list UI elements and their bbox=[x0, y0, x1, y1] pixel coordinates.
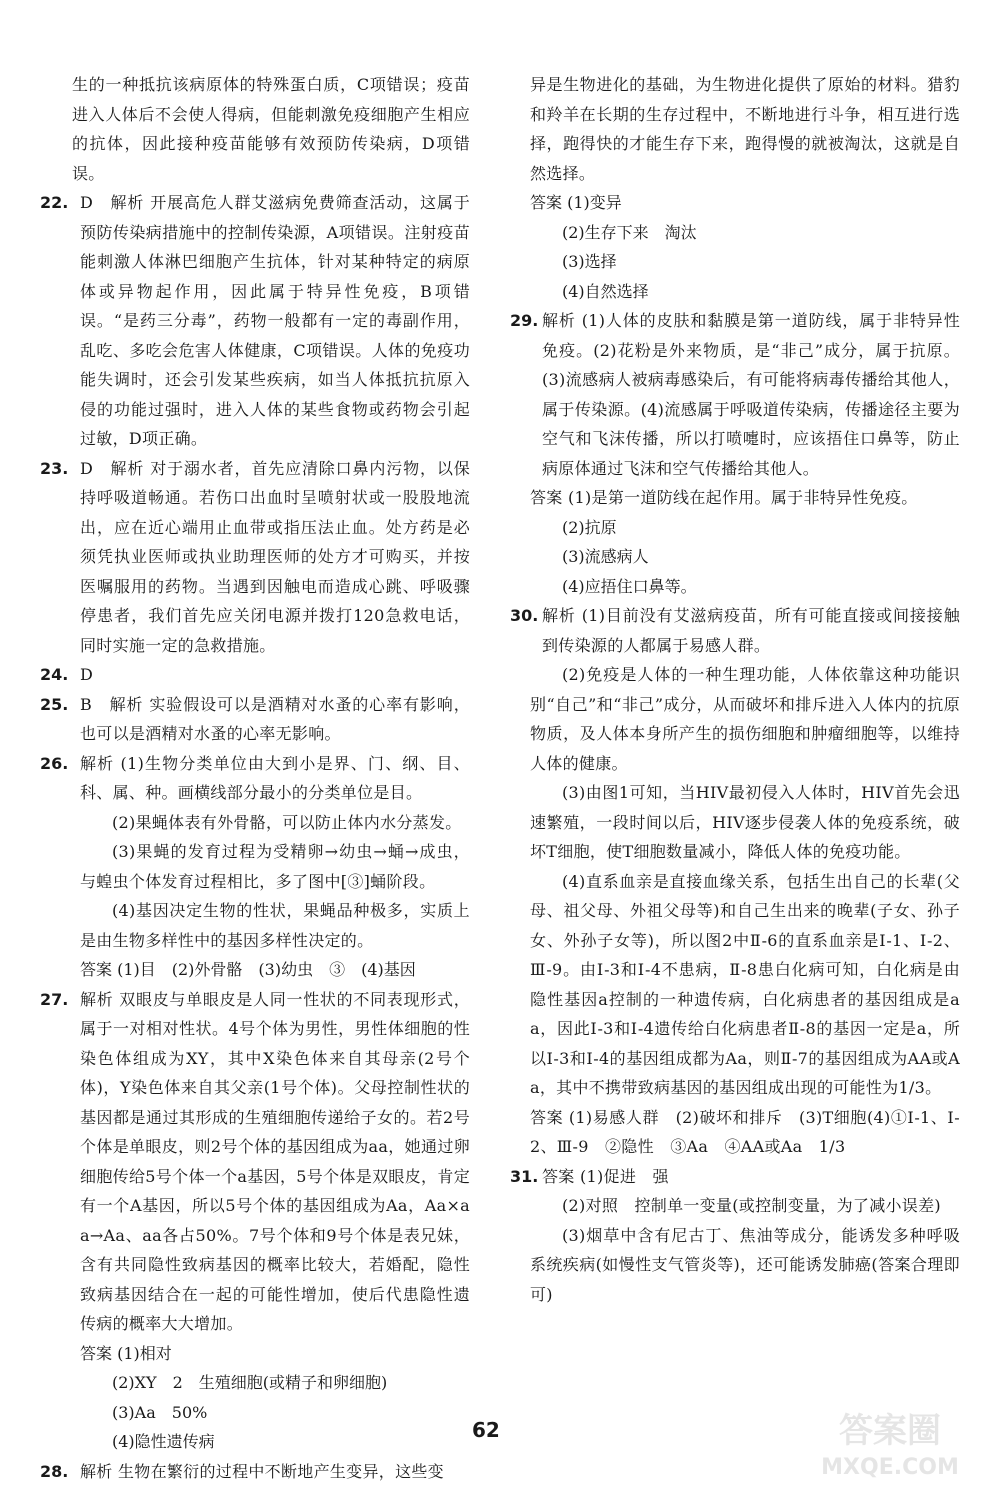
q30-answer: 答案 (1)易感人群 (2)破坏和排斥 (3)T细胞(4)①Ⅰ-1、Ⅰ-2、Ⅲ-9 ②隐性 ③Aa ④AA或Aa 1/3 bbox=[530, 1107, 960, 1156]
q26-answer: 答案 (1)目 (2)外骨骼 (3)幼虫 ③ (4)基因 bbox=[80, 960, 416, 979]
q28-answer-2: (2)生存下来 淘汰 bbox=[562, 222, 697, 242]
q26-part2: (2)果蝇体表有外骨骼，可以防止体内水分蒸发。 bbox=[112, 812, 462, 832]
q23-item bbox=[40, 454, 470, 661]
page-number: 62 bbox=[472, 1418, 500, 1442]
q28-text: 解析 生物在繁衍的过程中不断地产生变异，这些变 bbox=[80, 1461, 444, 1481]
q29-text: 解析 (1)人体的皮肤和黏膜是第一道防线，属于非特异性免疫。(2)花粉是外来物质，是“非己”成分，属于抗原。(3)流感病人被病毒感染后，有可能将病毒传播给其他人，属于传染源。(4)流感属于呼吸道传染病，传播途径主要为空气和飞沫传播，所以打喷嚏时，应该捂住口鼻等，防止病原体通过飞沫和空气传播给其他人。 bbox=[542, 311, 960, 478]
q29-answer: 答案 (1)是第一道防线在起作用。属于非特异性免疫。 bbox=[530, 488, 918, 507]
q26-part3: (3)果蝇的发育过程为受精卵→幼虫→蛹→成虫，与蝗虫个体发育过程相比，多了图中[③]蛹阶段。 bbox=[80, 842, 470, 891]
q30-part4: (4)直系血亲是直接血缘关系，包括生出自己的长辈(父母、祖父母、外祖父母等)和自己生出来的晚辈(子女、孙子女、外孙子女等)，所以图2中Ⅱ-6的直系血亲是Ⅰ-1、Ⅰ-2、Ⅲ-9。由Ⅰ-3和Ⅰ-4不患病，Ⅱ-8患白化病可知，白化病是由隐性基因a控制的一种遗传病，白化病患者的基因组成是aa，因此Ⅰ-3和Ⅰ-4遗传给白化病患者Ⅱ-8的基因一定是a，所以Ⅰ-3和Ⅰ-4的基因组成都为Aa，则Ⅱ-7的基因组成为AA或Aa，其中不携带致病基因的基因组成出现的可能性为1/3。 bbox=[530, 871, 960, 1097]
q26-part4: (4)基因决定生物的性状，果蝇品种极多，实质上是由生物多样性中的基因多样性决定的。 bbox=[80, 901, 470, 950]
q31-answer-2: (2)对照 控制单一变量(或控制变量，为了减小误差) bbox=[562, 1196, 941, 1215]
q27-answer-2: (2)XY 2 生殖细胞(或精子和卵细胞) bbox=[112, 1373, 388, 1392]
q25-item bbox=[40, 690, 470, 749]
q31-number: 31. bbox=[510, 1166, 539, 1186]
q28-answer: 答案 (1)变异 bbox=[530, 193, 622, 212]
q24-text: D bbox=[80, 665, 94, 684]
q29-answer-4: (4)应捂住口鼻等。 bbox=[562, 576, 697, 596]
q22-item bbox=[40, 188, 470, 454]
q27-answer-3: (3)Aa 50% bbox=[112, 1402, 208, 1422]
q27-number: 27. bbox=[40, 989, 69, 1009]
q26-item bbox=[40, 749, 470, 808]
q23-number: 23. bbox=[40, 458, 69, 478]
q28-item bbox=[40, 1457, 470, 1487]
q29-answer-3: (3)流感病人 bbox=[562, 547, 649, 566]
q29-answer-2: (2)抗原 bbox=[562, 517, 617, 537]
q28-answer-3: (3)选择 bbox=[562, 252, 617, 271]
q29-number: 29. bbox=[510, 311, 539, 330]
q25-text: B 解析 实验假设可以是酒精对水蚤的心率有影响，也可以是酒精对水蚤的心率无影响。 bbox=[80, 694, 470, 743]
q26-part1: 解析 (1)生物分类单位由大到小是界、门、纲、目、科、属、种。画横线部分最小的分类单位是目。 bbox=[80, 753, 470, 802]
q26-number: 26. bbox=[40, 753, 69, 773]
q28-answer-4: (4)自然选择 bbox=[562, 281, 649, 301]
q27-answer: 答案 (1)相对 bbox=[80, 1343, 172, 1363]
watermark-top-text: 答案圈 bbox=[839, 1411, 941, 1451]
q21-continuation: 生的一种抵抗该病原体的特殊蛋白质，C项错误；疫苗进入人体后不会使人得病，但能刺激免疫细胞产生相应的抗体，因此接种疫苗能够有效预防传染病，D项错误。 bbox=[72, 75, 470, 183]
q28-continuation: 异是生物进化的基础，为生物进化提供了原始的材料。猎豹和羚羊在长期的生存过程中，不断地进行斗争，相互进行选择，跑得快的才能生存下来，跑得慢的就被淘汰，这就是自然选择。 bbox=[530, 75, 960, 183]
q25-number: 25. bbox=[40, 694, 69, 714]
q28-number: 28. bbox=[40, 1461, 69, 1481]
q31-answer: 答案 (1)促进 强 bbox=[542, 1166, 669, 1186]
watermark-logo bbox=[800, 1409, 980, 1501]
q24-item bbox=[40, 660, 470, 690]
q22-number: 22. bbox=[40, 193, 69, 212]
q30-item bbox=[510, 601, 960, 660]
q31-item bbox=[510, 1162, 960, 1192]
q30-part2: (2)免疫是人体的一种生理功能，人体依靠这种功能识别“自己”和“非己”成分，从而破坏和排斥进入人体内的抗原物质，及人体本身所产生的损伤细胞和肿瘤细胞等，以维持人体的健康。 bbox=[530, 665, 960, 773]
q30-number: 30. bbox=[510, 606, 539, 625]
q30-part3: (3)由图1可知，当HIV最初侵入人体时，HIV首先会迅速繁殖，一段时间以后，HIV逐步侵袭人体的免疫系统，破坏T细胞，使T细胞数量减小，降低人体的免疫功能。 bbox=[530, 783, 960, 861]
q22-text: D 解析 开展高危人群艾滋病免费筛查活动，这属于预防传染病措施中的控制传染源，A项错误。注射疫苗能刺激人体淋巴细胞产生抗体，针对某种特定的病原体或异物起作用，因此属于特异性免疫，B项错误。“是药三分毒”，药物一般都有一定的毒副作用，乱吃、多吃会危害人体健康，C项错误。人体的免疫功能失调时，还会引发某些疾病，如当人体抵抗抗原入侵的功能过强时，进入人体的某些食物或药物会引起过敏，D项正确。 bbox=[80, 193, 470, 448]
right-column bbox=[510, 70, 960, 1309]
q29-item bbox=[510, 306, 960, 483]
q31-answer-3: (3)烟草中含有尼古丁、焦油等成分，能诱发多种呼吸系统疾病(如慢性支气管炎等)，还可能诱发肺癌(答案合理即可) bbox=[530, 1225, 960, 1304]
q24-number: 24. bbox=[40, 665, 69, 684]
q27-text: 解析 双眼皮与单眼皮是人同一性状的不同表现形式，属于一对相对性状。4号个体为男性，男性体细胞的性染色体组成为XY，其中X染色体来自其母亲(2号个体)，Y染色体来自其父亲(1号个体)。父母控制性状的基因都是通过其形成的生殖细胞传递给子女的。若2号个体是单眼皮，则2号个体的基因组成为aa，她通过卵细胞传给5号个体一个a基因，5号个体是双眼皮，肯定有一个A基因，所以5号个体的基因组成为Aa，Aa×aa→Aa、aa各占50%。7号个体和9号个体是表兄妹，含有共同隐性致病基因的概率比较大，若婚配，隐性致病基因结合在一起的可能性增加，使后代患隐性遗传病的概率大大增加。 bbox=[80, 989, 470, 1333]
q27-answer-4: (4)隐性遗传病 bbox=[112, 1432, 215, 1451]
q27-item bbox=[40, 985, 470, 1339]
q30-part1: 解析 (1)目前没有艾滋病疫苗，所有可能直接或间接接触到传染源的人都属于易感人群。 bbox=[542, 606, 960, 655]
left-column bbox=[40, 70, 470, 1486]
q23-text: D 解析 对于溺水者，首先应清除口鼻内污物，以保持呼吸道畅通。若伤口出血时呈喷射状或一股股地流出，应在近心端用止血带或指压法止血。处方药是必须凭执业医师或执业助理医师的处方才可购买，并按医嘱服用的药物。当遇到因触电而造成心跳、呼吸骤停患者，我们首先应关闭电源并拨打120急救电话，同时实施一定的急救措施。 bbox=[80, 458, 470, 655]
watermark-bottom-text: MXQE.COM bbox=[821, 1455, 959, 1480]
